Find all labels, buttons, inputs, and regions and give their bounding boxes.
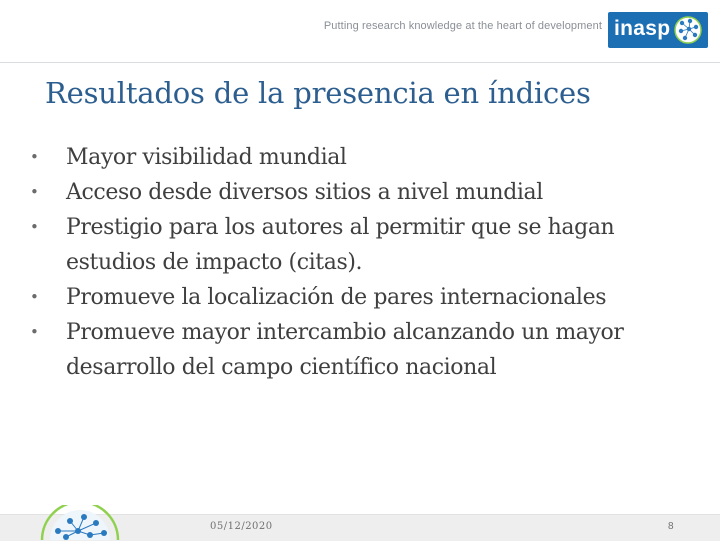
inasp-logo: [608, 12, 708, 48]
bullet-text: Promueve la localización de pares internacionales: [66, 285, 607, 310]
bullet-marker: •: [30, 288, 39, 306]
slide-header: [0, 0, 720, 63]
bullet-item: [28, 280, 708, 315]
bullet-item: [28, 210, 708, 280]
brand-name: inasp: [614, 17, 671, 40]
page-number: 8: [668, 521, 674, 532]
bullet-list: [28, 140, 708, 385]
bullet-text: Acceso desde diversos sitios a nivel mundial: [66, 180, 543, 205]
bullet-marker: •: [30, 218, 39, 236]
footer-date: 05/12/2020: [210, 521, 273, 532]
bullet-item: [28, 315, 708, 385]
bullet-text: Promueve mayor intercambio alcanzando un mayor desarrollo del campo científico nacional: [66, 320, 624, 380]
bullet-marker: •: [30, 183, 39, 201]
tagline: Putting research knowledge at the heart of development: [323, 20, 602, 32]
bullet-item: [28, 175, 708, 210]
globe-network-icon: [672, 14, 704, 46]
bullet-item: [28, 140, 708, 175]
slide-title: Resultados de la presencia en índices: [45, 76, 591, 110]
bullet-text: Mayor visibilidad mundial: [66, 145, 347, 170]
globe-network-logo: [30, 505, 130, 540]
bullet-marker: •: [30, 323, 39, 341]
bullet-marker: •: [30, 148, 39, 166]
bullet-text: Prestigio para los autores al permitir que se hagan estudios de impacto (citas).: [66, 215, 615, 275]
